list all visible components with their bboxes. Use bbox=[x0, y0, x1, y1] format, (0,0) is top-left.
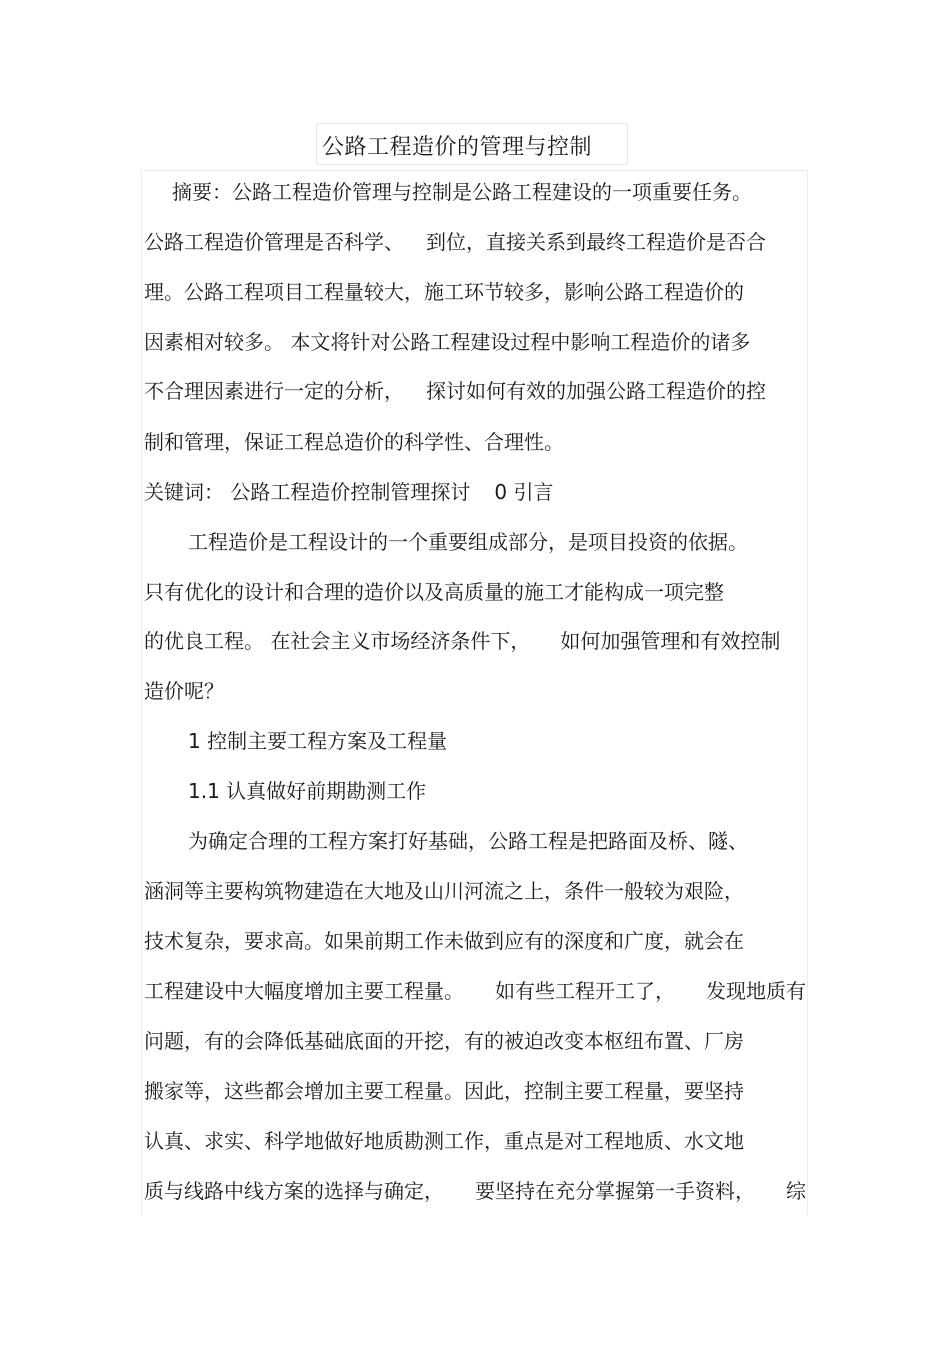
section-1-para-line-7: 认真、求实、科学地做好地质勘测工作，重点是对工程地质、水文地 bbox=[144, 1129, 744, 1153]
abstract-line-2-part-b: 到位，直接关系到最终工程造价是否合 bbox=[426, 230, 766, 254]
abstract-line-3: 理。公路工程项目工程量较大，施工环节较多，影响公路工程造价的 bbox=[144, 280, 744, 304]
keywords-text: 关键词： 公路工程造价控制管理探讨 bbox=[144, 480, 471, 504]
document-title: 公路工程造价的管理与控制 bbox=[322, 135, 593, 160]
section-1-para-line-8-part-a: 质与线路中线方案的选择与确定， bbox=[144, 1179, 444, 1203]
intro-line-3 bbox=[144, 627, 780, 655]
abstract-line-2 bbox=[144, 228, 786, 256]
section-1-para-line-6: 搬家等，这些都会增加主要工程量。因此，控制主要工程量，要坚持 bbox=[144, 1079, 744, 1103]
abstract-line-2-part-a: 公路工程造价管理是否科学、 bbox=[144, 230, 404, 254]
abstract-line-1: 摘要：公路工程造价管理与控制是公路工程建设的一项重要任务。 bbox=[172, 180, 752, 204]
section-1-para-line-4-part-b: 如有些工程开工了， bbox=[495, 979, 675, 1003]
section-1-para-line-5: 问题，有的会降低基础底面的开挖，有的被迫改变本枢纽布置、厂房 bbox=[144, 1029, 744, 1053]
intro-line-3-part-a: 的优良工程。 在社会主义市场经济条件下， bbox=[144, 629, 531, 653]
intro-line-4: 造价呢？ bbox=[144, 679, 224, 703]
abstract-line-6: 制和管理，保证工程总造价的科学性、合理性。 bbox=[144, 430, 564, 454]
intro-line-2: 只有优化的设计和合理的造价以及高质量的施工才能构成一项完整 bbox=[144, 580, 724, 604]
section-1-1-heading: 1.1 认真做好前期勘测工作 bbox=[188, 779, 427, 803]
section-1-para-line-4 bbox=[144, 977, 806, 1005]
abstract-line-4: 因素相对较多。 本文将针对公路工程建设过程中影响工程造价的诸多 bbox=[144, 330, 751, 354]
abstract-line-5 bbox=[144, 377, 766, 405]
section-1-para-line-4-part-a: 工程建设中大幅度增加主要工程量。 bbox=[144, 979, 464, 1003]
section-1-para-line-8 bbox=[144, 1177, 806, 1205]
intro-line-3-part-b: 如何加强管理和有效控制 bbox=[560, 629, 781, 653]
abstract-line-5-part-b: 探讨如何有效的加强公路工程造价的控 bbox=[426, 379, 766, 403]
intro-line-1: 工程造价是工程设计的一个重要组成部分，是项目投资的依据。 bbox=[188, 530, 748, 554]
section-1-para-line-3: 技术复杂，要求高。如果前期工作未做到应有的深度和广度，就会在 bbox=[144, 929, 744, 953]
section-1-para-line-8-part-c: 综 bbox=[786, 1179, 806, 1203]
content-frame bbox=[141, 170, 808, 1215]
intro-heading: 0 引言 bbox=[494, 480, 554, 504]
section-1-para-line-2: 涵洞等主要构筑物建造在大地及山川河流之上，条件一般较为艰险， bbox=[144, 879, 744, 903]
section-1-heading: 1 控制主要工程方案及工程量 bbox=[188, 729, 448, 753]
keywords-line bbox=[144, 478, 553, 506]
section-1-para-line-1: 为确定合理的工程方案打好基础，公路工程是把路面及桥、隧、 bbox=[188, 829, 748, 853]
section-1-para-line-4-part-c: 发现地质有 bbox=[706, 979, 806, 1003]
section-1-para-line-8-part-b: 要坚持在充分掌握第一手资料， bbox=[475, 1179, 755, 1203]
abstract-line-5-part-a: 不合理因素进行一定的分析， bbox=[144, 379, 404, 403]
